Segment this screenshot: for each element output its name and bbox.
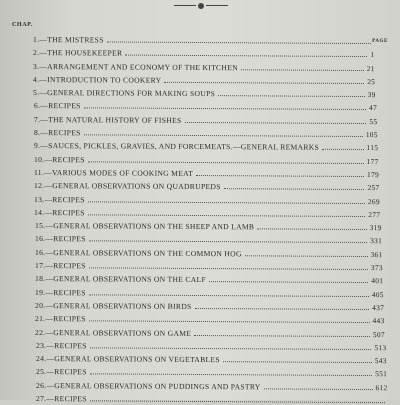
toc-chapter-title: —THE NATURAL HISTORY OF FISHES [39, 114, 182, 125]
toc-row[interactable] [33, 46, 374, 59]
toc-chapter-number: 25. [35, 367, 47, 377]
toc-chapter-number: 23. [35, 340, 46, 350]
toc-chapter-number: 3. [33, 61, 40, 71]
toc-row[interactable] [34, 139, 378, 152]
toc-page-number: 612 [375, 382, 388, 392]
toc-page-number: 373 [370, 263, 383, 273]
toc-chapter-title: —GENERAL OBSERVATIONS ON BIRDS [45, 300, 192, 311]
toc-chapter-title: —RECIPES [46, 394, 87, 404]
toc-dot-leader [219, 95, 365, 97]
toc-row[interactable] [34, 193, 380, 206]
toc-chapter-title: —RECIPES [44, 194, 86, 204]
toc-dot-leader [107, 41, 371, 44]
toc-row[interactable] [33, 33, 374, 46]
toc-row[interactable] [35, 286, 384, 299]
toc-dot-leader [245, 255, 368, 257]
toc-chapter-title: —GENERAL OBSERVATIONS ON THE CALF [45, 274, 207, 285]
toc-dot-leader [88, 201, 365, 204]
toc-chapter-number: 14. [34, 207, 45, 217]
toc-chapter-number: 11. [34, 167, 45, 178]
toc-row[interactable] [35, 219, 382, 232]
toc-dot-leader [88, 161, 364, 164]
toc-page-number: 443 [372, 316, 385, 326]
toc-page-number: 331 [369, 236, 382, 246]
toc-chapter-number: 24. [35, 354, 47, 364]
page-column-heading: PAGE [372, 39, 388, 44]
toc-dot-leader [165, 82, 365, 84]
toc-dot-leader [209, 281, 368, 283]
toc-chapter-number: 17. [34, 261, 46, 271]
toc-dot-leader [83, 134, 362, 137]
toc-chapter-title: —RECIPES [45, 287, 86, 297]
toc-row[interactable] [35, 299, 384, 312]
toc-row[interactable] [33, 73, 375, 86]
toc-chapter-number: 12. [34, 181, 45, 191]
toc-chapter-title: —GENERAL DIRECTIONS FOR MAKING SOUPS [39, 88, 216, 99]
toc-page-number: 177 [366, 156, 379, 166]
toc-row[interactable] [34, 126, 378, 139]
toc-page-number: 437 [372, 302, 385, 313]
toc-dot-leader [195, 308, 370, 310]
toc-chapter-title: —GENERAL OBSERVATIONS ON THE SHEEP AND LAMB [44, 221, 254, 232]
toc-chapter-number: 6. [33, 101, 40, 111]
toc-chapter-title: —GENERAL OBSERVATIONS ON PUDDINGS AND PASTRY [46, 380, 261, 392]
toc-dot-leader [184, 122, 366, 124]
toc-chapter-title: —THE HOUSEKEEPER [39, 48, 123, 58]
toc-chapter-title: —GENERAL OBSERVATIONS ON THE COMMON HOG [45, 247, 242, 258]
toc-chapter-title: —RECIPES [46, 367, 87, 377]
toc-chapter-number: 2. [33, 48, 40, 58]
toc-row[interactable] [34, 153, 379, 166]
toc-row[interactable] [36, 379, 388, 392]
toc-row[interactable] [35, 259, 383, 272]
toc-chapter-number: 9. [33, 141, 41, 151]
toc-dot-leader [196, 175, 364, 177]
toc-row[interactable] [36, 392, 388, 405]
toc-chapter-title: —RECIPES [45, 340, 87, 351]
toc-row[interactable] [33, 86, 376, 99]
toc-chapter-number: 5. [33, 88, 40, 98]
toc-row[interactable] [36, 339, 386, 352]
toc-page-number: 513 [373, 342, 386, 352]
toc-row[interactable] [35, 232, 382, 245]
toc-chapter-number: 10. [33, 154, 45, 164]
toc-dot-leader [88, 214, 365, 217]
toc-chapter-title: —SAUCES, PICKLES, GRAVIES, AND FORCEMEATS.—GENERAL REMARKS [40, 141, 319, 153]
toc-chapter-title: —VARIOUS MODES OF COOKING MEAT [44, 168, 194, 178]
toc-row[interactable] [35, 326, 385, 339]
toc-page-number: 25 [367, 76, 376, 86]
toc-dot-leader [257, 228, 366, 230]
toc-dot-leader [83, 108, 365, 111]
toc-page-number: 551 [374, 369, 387, 379]
toc-chapter-number: 21. [35, 314, 46, 324]
toc-page-number: 269 [368, 196, 381, 206]
toc-page-number: 257 [367, 183, 380, 193]
toc-row[interactable] [33, 60, 375, 73]
toc-chapter-number: 16. [34, 234, 46, 244]
toc-chapter-title: —RECIPES [45, 314, 87, 324]
toc-chapter-title: —GENERAL OBSERVATIONS ON VEGETABLES [46, 354, 220, 365]
toc-chapter-number: 15. [34, 221, 45, 231]
toc-row[interactable] [35, 312, 385, 325]
toc-dot-leader [90, 400, 385, 403]
toc-page-number: 179 [367, 169, 380, 180]
toc-dot-leader [125, 55, 367, 57]
toc-chapter-title: —GENERAL OBSERVATIONS ON GAME [45, 327, 192, 338]
toc-page-number: 115 [366, 143, 379, 153]
toc-dot-leader [223, 361, 372, 363]
toc-dot-leader [89, 347, 371, 350]
toc-page-number: 21 [366, 63, 376, 73]
toc-page-number: 55 [369, 116, 378, 126]
toc-chapter-title: —RECIPES [40, 128, 81, 138]
toc-chapter-number: 18. [34, 274, 46, 284]
toc-row[interactable] [34, 113, 377, 126]
toc-chapter-number: 4. [33, 74, 40, 84]
toc-page-number: 319 [369, 223, 382, 233]
toc-dot-leader [89, 294, 369, 297]
toc-page-number: 277 [368, 209, 381, 219]
toc-page-number: 507 [373, 329, 386, 339]
toc-chapter-title: —RECIPES [44, 207, 86, 218]
toc-chapter-title: —GENERAL OBSERVATIONS ON QUADRUPEDS [44, 181, 221, 192]
toc-page-number: 361 [370, 249, 383, 259]
toc-chapter-number: 27. [35, 394, 47, 404]
toc-row[interactable] [35, 272, 383, 285]
toc-page-number: 39 [368, 90, 377, 100]
toc-chapter-number: 20. [35, 300, 46, 310]
toc-chapter-title: —ARRANGEMENT AND ECONOMY OF THE KITCHEN [39, 61, 239, 72]
toc-chapter-number: 8. [33, 128, 41, 138]
chap-column-heading: CHAP. [12, 22, 33, 28]
toc-dot-leader [90, 374, 372, 377]
toc-page-number: 401 [371, 276, 384, 286]
toc-row[interactable] [35, 246, 383, 259]
toc-chapter-number: 7. [33, 114, 40, 124]
toc-page-number: 47 [368, 103, 377, 113]
toc-dot-leader [241, 69, 364, 71]
toc-chapter-number: 22. [35, 327, 46, 337]
toc-row[interactable] [36, 365, 387, 378]
toc-chapter-number: 26. [35, 380, 47, 390]
toc-dot-leader [89, 267, 368, 270]
toc-chapter-title: —RECIPES [45, 261, 86, 271]
toc-row[interactable] [34, 179, 380, 192]
toc-chapter-number: 13. [34, 194, 45, 204]
toc-page-number: 1 [370, 50, 375, 60]
toc-row[interactable] [34, 206, 380, 219]
toc-row[interactable] [34, 166, 379, 179]
toc-dot-leader [88, 241, 366, 244]
toc-dot-leader [322, 149, 363, 150]
toc-chapter-number: 1. [32, 35, 40, 45]
toc-page-number: 105 [365, 130, 378, 140]
toc-page-number: 543 [374, 356, 387, 366]
toc-dot-leader [263, 388, 372, 390]
toc-chapter-number: 19. [35, 287, 46, 297]
toc-dot-leader [89, 321, 370, 324]
toc-chapter-title: —INTRODUCTION TO COOKERY [39, 74, 162, 85]
toc-dot-leader [195, 334, 371, 336]
toc-chapter-number: 16. [34, 247, 46, 257]
toc-page-number: 405 [371, 289, 384, 299]
toc-dot-leader [224, 188, 365, 190]
toc-chapter-title: —RECIPES [39, 101, 81, 111]
toc-chapter-title: —THE MISTRESS [39, 35, 104, 45]
toc-chapter-title: —RECIPES [45, 234, 86, 244]
toc-chapter-title: —RECIPES [44, 154, 85, 164]
toc-row[interactable] [36, 352, 387, 365]
toc-row[interactable] [34, 99, 377, 112]
